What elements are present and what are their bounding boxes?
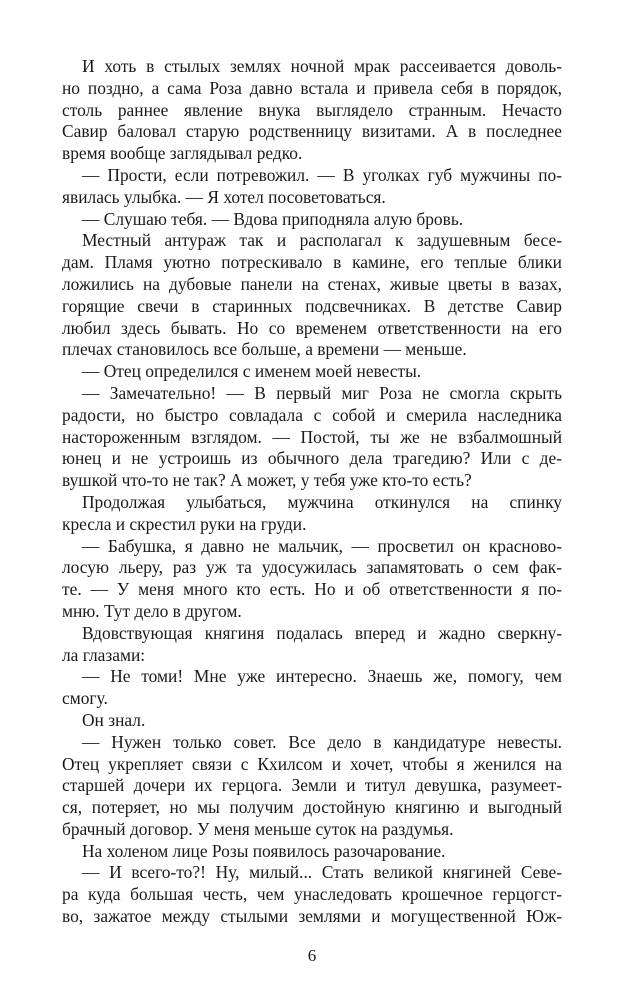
text-line: Он знал.: [82, 709, 146, 730]
body-text: [62, 56, 562, 928]
text-line: — Не томи! Мне уже интересно. Знаешь же, помогу, чем: [82, 666, 562, 687]
text-line: — Слушаю тебя. — Вдова приподняла алую бровь.: [82, 208, 464, 229]
text-line: ра куда большая честь, чем унаследовать крошечное герцогст-: [62, 884, 562, 905]
text-line: мню. Тут дело в другом.: [62, 600, 242, 621]
text-line: дам. Пламя уютно потрескивало в камине, его теплые блики: [62, 252, 562, 273]
page-number: 6: [307, 946, 317, 965]
text-line: — Отец определился с именем моей невесты.: [82, 361, 422, 382]
text-line: время вообще заглядывал редко.: [62, 143, 303, 164]
text-line: плечах становилось все больше, а времени — меньше.: [62, 339, 467, 360]
text-line: брачный договор. У меня меньше суток на раздумья.: [62, 818, 454, 839]
text-line: старшей дочери их герцога. Земли и титул девушка, разумеет-: [62, 775, 562, 796]
text-line: — И всего-то?! Ну, милый... Стать великой княгиней Севе-: [82, 862, 562, 883]
text-line: смогу.: [62, 688, 108, 709]
text-line: во, зажатое между стылыми землями и могущественной Юж-: [62, 906, 562, 927]
text-line: Савир баловал старую родственницу визитами. А в последнее: [62, 121, 562, 142]
text-line: но поздно, а сама Роза давно встала и привела себя в порядок,: [62, 77, 562, 98]
text-line: — Бабушка, я давно не мальчик, — просветил он красново-: [82, 535, 562, 556]
text-line: ся, потеряет, но мы получим достойную княгиню и выгодный: [62, 797, 562, 818]
text-line: вушкой что-то не так? А может, у тебя уже кто-то есть?: [62, 470, 472, 491]
text-line: На холеном лице Розы появилось разочарование.: [82, 840, 446, 861]
text-line: И хоть в стылых землях ночной мрак рассеивается доволь-: [82, 56, 562, 76]
text-line: кресла и скрестил руки на груди.: [62, 513, 307, 534]
text-line: настороженным взглядом. — Постой, ты же не взбалмошный: [62, 426, 562, 447]
text-line: явилась улыбка. — Я хотел посоветоваться.: [62, 186, 386, 207]
text-line: любил здесь бывать. Но со временем ответственности на его: [62, 317, 562, 338]
text-line: — Прости, если потревожил. — В уголках губ мужчины по-: [82, 164, 562, 185]
text-line: Местный антураж так и располагал к задушевным бесе-: [82, 230, 562, 251]
text-line: лосую льеру, раз уж та удосужилась запамятовать о сем фак-: [62, 557, 562, 578]
text-line: Продолжая улыбаться, мужчина откинулся на спинку: [82, 491, 562, 512]
text-line: — Нужен только совет. Все дело в кандидатуре невесты.: [82, 731, 562, 752]
text-line: Отец укрепляет связи с Кхилсом и хочет, чтобы я женился на: [62, 753, 562, 774]
text-line: горящие свечи в старинных подсвечниках. В детстве Савир: [62, 295, 562, 316]
text-line: ла глазами:: [62, 644, 146, 665]
text-line: Вдовствующая княгиня подалась вперед и жадно сверкну-: [82, 622, 562, 643]
text-line: юнец и не устроишь из обычного дела трагедию? Или с де-: [62, 448, 562, 469]
text-line: столь раннее явление внука выглядело странным. Нечасто: [62, 99, 562, 120]
text-line: радости, но быстро совладала с собой и смерила наследника: [62, 404, 562, 425]
text-line: ложились на дубовые панели на стенах, живые цветы в вазах,: [62, 273, 562, 294]
text-line: — Замечательно! — В первый миг Роза не смогла скрыть: [82, 382, 562, 403]
text-line: те. — У меня много кто есть. Но и об ответственности я по-: [62, 579, 562, 600]
